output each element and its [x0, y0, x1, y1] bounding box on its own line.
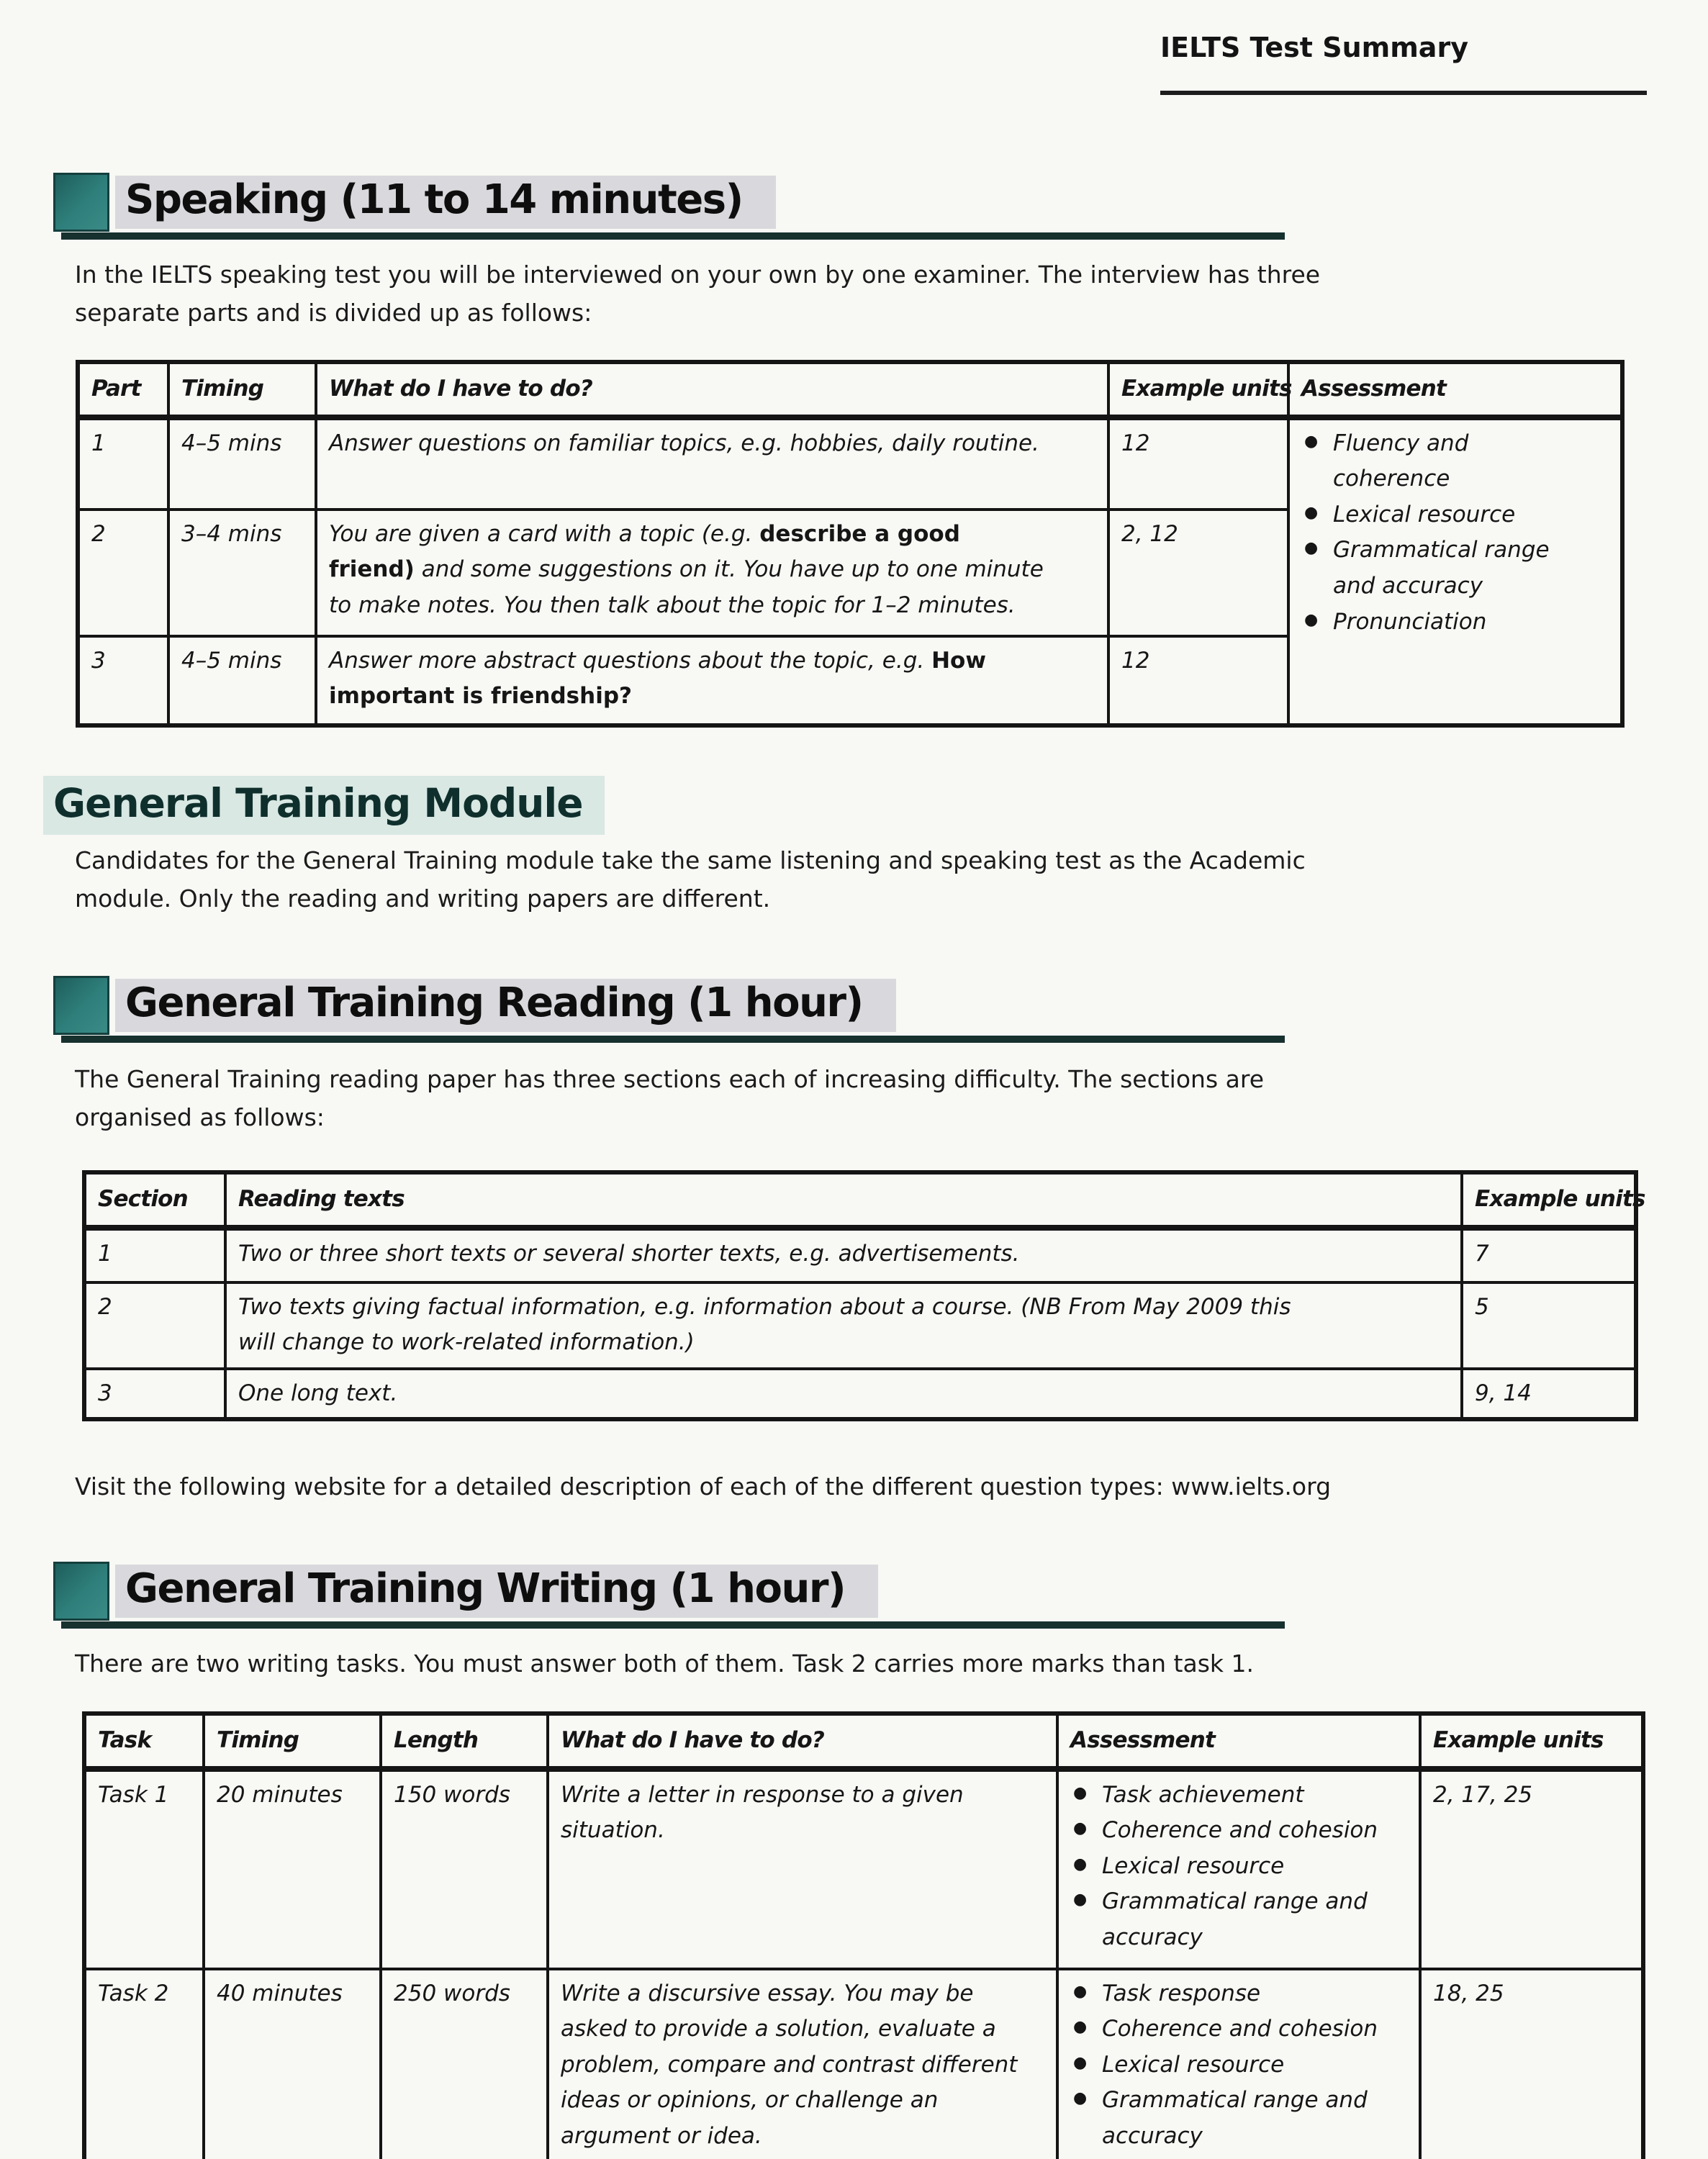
table-row	[84, 1769, 1643, 1969]
cell-reading-text: Two texts giving factual information, e.g. information about a course. (NB From May 2009 this will change to work-related information.)	[225, 1282, 1462, 1369]
cell-timing: 4–5 mins	[168, 417, 316, 510]
col-header-length: Length	[381, 1714, 548, 1769]
gt-module-body: Candidates for the General Training module take the same listening and speaking test as the Academic module. Only the reading and writing papers are different.	[75, 846, 1306, 913]
cell-assessment	[1288, 417, 1622, 725]
gt-reading-heading-underline	[61, 1036, 1285, 1043]
cell-assessment	[1057, 1969, 1420, 2159]
col-header-section: Section	[84, 1172, 225, 1228]
list-item: ● Fluency and coherence	[1301, 426, 1563, 497]
col-header-assessment: Assessment	[1288, 362, 1622, 417]
cell-reading-text: Two or three short texts or several shorter texts, e.g. advertisements.	[225, 1228, 1462, 1282]
col-header-part: Part	[78, 362, 168, 417]
page-header-title: IELTS Test Summary	[1160, 32, 1468, 63]
col-header-what: What do I have to do?	[548, 1714, 1057, 1769]
list-item: ● Task response	[1070, 1976, 1407, 2012]
gt-writing-heading-underline	[61, 1621, 1285, 1629]
cell-what: Answer questions on familiar topics, e.g. hobbies, daily routine.	[316, 417, 1108, 510]
speaking-table	[76, 360, 1625, 728]
list-item: ● Grammatical range and accuracy	[1070, 2083, 1407, 2154]
cell-length: 150 words	[381, 1769, 548, 1969]
col-header-assessment: Assessment	[1057, 1714, 1420, 1769]
col-header-units: Example units	[1462, 1172, 1636, 1228]
col-header-units: Example units	[1108, 362, 1288, 417]
cell-timing: 20 minutes	[204, 1769, 381, 1969]
list-item: ● Task achievement	[1070, 1778, 1407, 1814]
col-header-units: Example units	[1420, 1714, 1643, 1769]
col-header-timing: Timing	[204, 1714, 381, 1769]
cell-what: You are given a card with a topic (e.g. describe a good friend) and some suggestions on it. You have up to one minute to make notes. You then talk about the topic for 1–2 minutes.	[316, 510, 1108, 636]
page-header-rule	[1160, 91, 1647, 95]
cell-units: 9, 14	[1462, 1369, 1636, 1420]
gt-reading-table	[82, 1170, 1645, 1421]
gt-writing-heading: General Training Writing (1 hour)	[115, 1565, 878, 1618]
speaking-heading: Speaking (11 to 14 minutes)	[115, 176, 776, 229]
speaking-table-header-row	[78, 362, 1622, 417]
list-item: ● Pronunciation	[1301, 605, 1563, 641]
gt-writing-table	[82, 1711, 1645, 2159]
website-note: Visit the following website for a detailed description of each of the different question types: www.ielts.org	[75, 1472, 1332, 1501]
gt-reading-intro: The General Training reading paper has three sections each of increasing difficulty. The sections are organised as follows:	[75, 1065, 1264, 1131]
list-item: ● Grammatical range and accuracy	[1301, 533, 1563, 604]
cell-assessment	[1057, 1769, 1420, 1969]
cell-part: 1	[78, 417, 168, 510]
cell-reading-text: One long text.	[225, 1369, 1462, 1420]
cell-section: 1	[84, 1228, 225, 1282]
table-row	[84, 1282, 1636, 1369]
table-row	[84, 1228, 1636, 1282]
list-item: ● Lexical resource	[1070, 1849, 1407, 1885]
cell-timing: 40 minutes	[204, 1969, 381, 2159]
assessment-bullet-list	[1301, 426, 1609, 641]
teal-square-marker	[53, 1562, 109, 1621]
list-item: ● Coherence and cohesion	[1070, 2011, 1407, 2047]
table-row	[78, 417, 1622, 510]
website-url: www.ielts.org	[1171, 1472, 1332, 1501]
cell-units: 12	[1108, 636, 1288, 725]
cell-what: Write a discursive essay. You may be asked to provide a solution, evaluate a problem, compare and contrast different ideas or opinions, or challenge an argument or idea.	[548, 1969, 1057, 2159]
list-item: ● Lexical resource	[1301, 497, 1563, 533]
cell-units: 18, 25	[1420, 1969, 1643, 2159]
reading-table-header-row	[84, 1172, 1636, 1228]
gt-reading-heading: General Training Reading (1 hour)	[115, 979, 896, 1032]
cell-section: 2	[84, 1282, 225, 1369]
gt-writing-intro: There are two writing tasks. You must answer both of them. Task 2 carries more marks than task 1.	[75, 1649, 1254, 1678]
cell-part: 3	[78, 636, 168, 725]
cell-part: 2	[78, 510, 168, 636]
col-header-task: Task	[84, 1714, 204, 1769]
col-header-timing: Timing	[168, 362, 316, 417]
cell-task: Task 2	[84, 1969, 204, 2159]
col-header-reading-texts: Reading texts	[225, 1172, 1462, 1228]
cell-what: Write a letter in response to a given situation.	[548, 1769, 1057, 1969]
assessment-bullet-list	[1070, 1976, 1407, 2155]
cell-units: 5	[1462, 1282, 1636, 1369]
cell-units: 2, 12	[1108, 510, 1288, 636]
cell-timing: 3–4 mins	[168, 510, 316, 636]
cell-what: Answer more abstract questions about the topic, e.g. How important is friendship?	[316, 636, 1108, 725]
list-item: ● Lexical resource	[1070, 2047, 1407, 2083]
writing-table-header-row	[84, 1714, 1643, 1769]
cell-length: 250 words	[381, 1969, 548, 2159]
speaking-heading-underline	[61, 232, 1285, 240]
cell-timing: 4–5 mins	[168, 636, 316, 725]
table-row	[84, 1969, 1643, 2159]
gt-module-heading: General Training Module	[43, 776, 605, 835]
list-item: ● Grammatical range and accuracy	[1070, 1884, 1407, 1955]
table-row	[84, 1369, 1636, 1420]
cell-section: 3	[84, 1369, 225, 1420]
cell-units: 12	[1108, 417, 1288, 510]
teal-square-marker	[53, 976, 109, 1035]
assessment-bullet-list	[1070, 1778, 1407, 1956]
teal-square-marker	[53, 173, 109, 232]
col-header-what: What do I have to do?	[316, 362, 1108, 417]
cell-units: 7	[1462, 1228, 1636, 1282]
speaking-intro: In the IELTS speaking test you will be interviewed on your own by one examiner. The interview has three separate parts and is divided up as follows:	[75, 261, 1321, 327]
cell-units: 2, 17, 25	[1420, 1769, 1643, 1969]
cell-task: Task 1	[84, 1769, 204, 1969]
list-item: ● Coherence and cohesion	[1070, 1813, 1407, 1849]
